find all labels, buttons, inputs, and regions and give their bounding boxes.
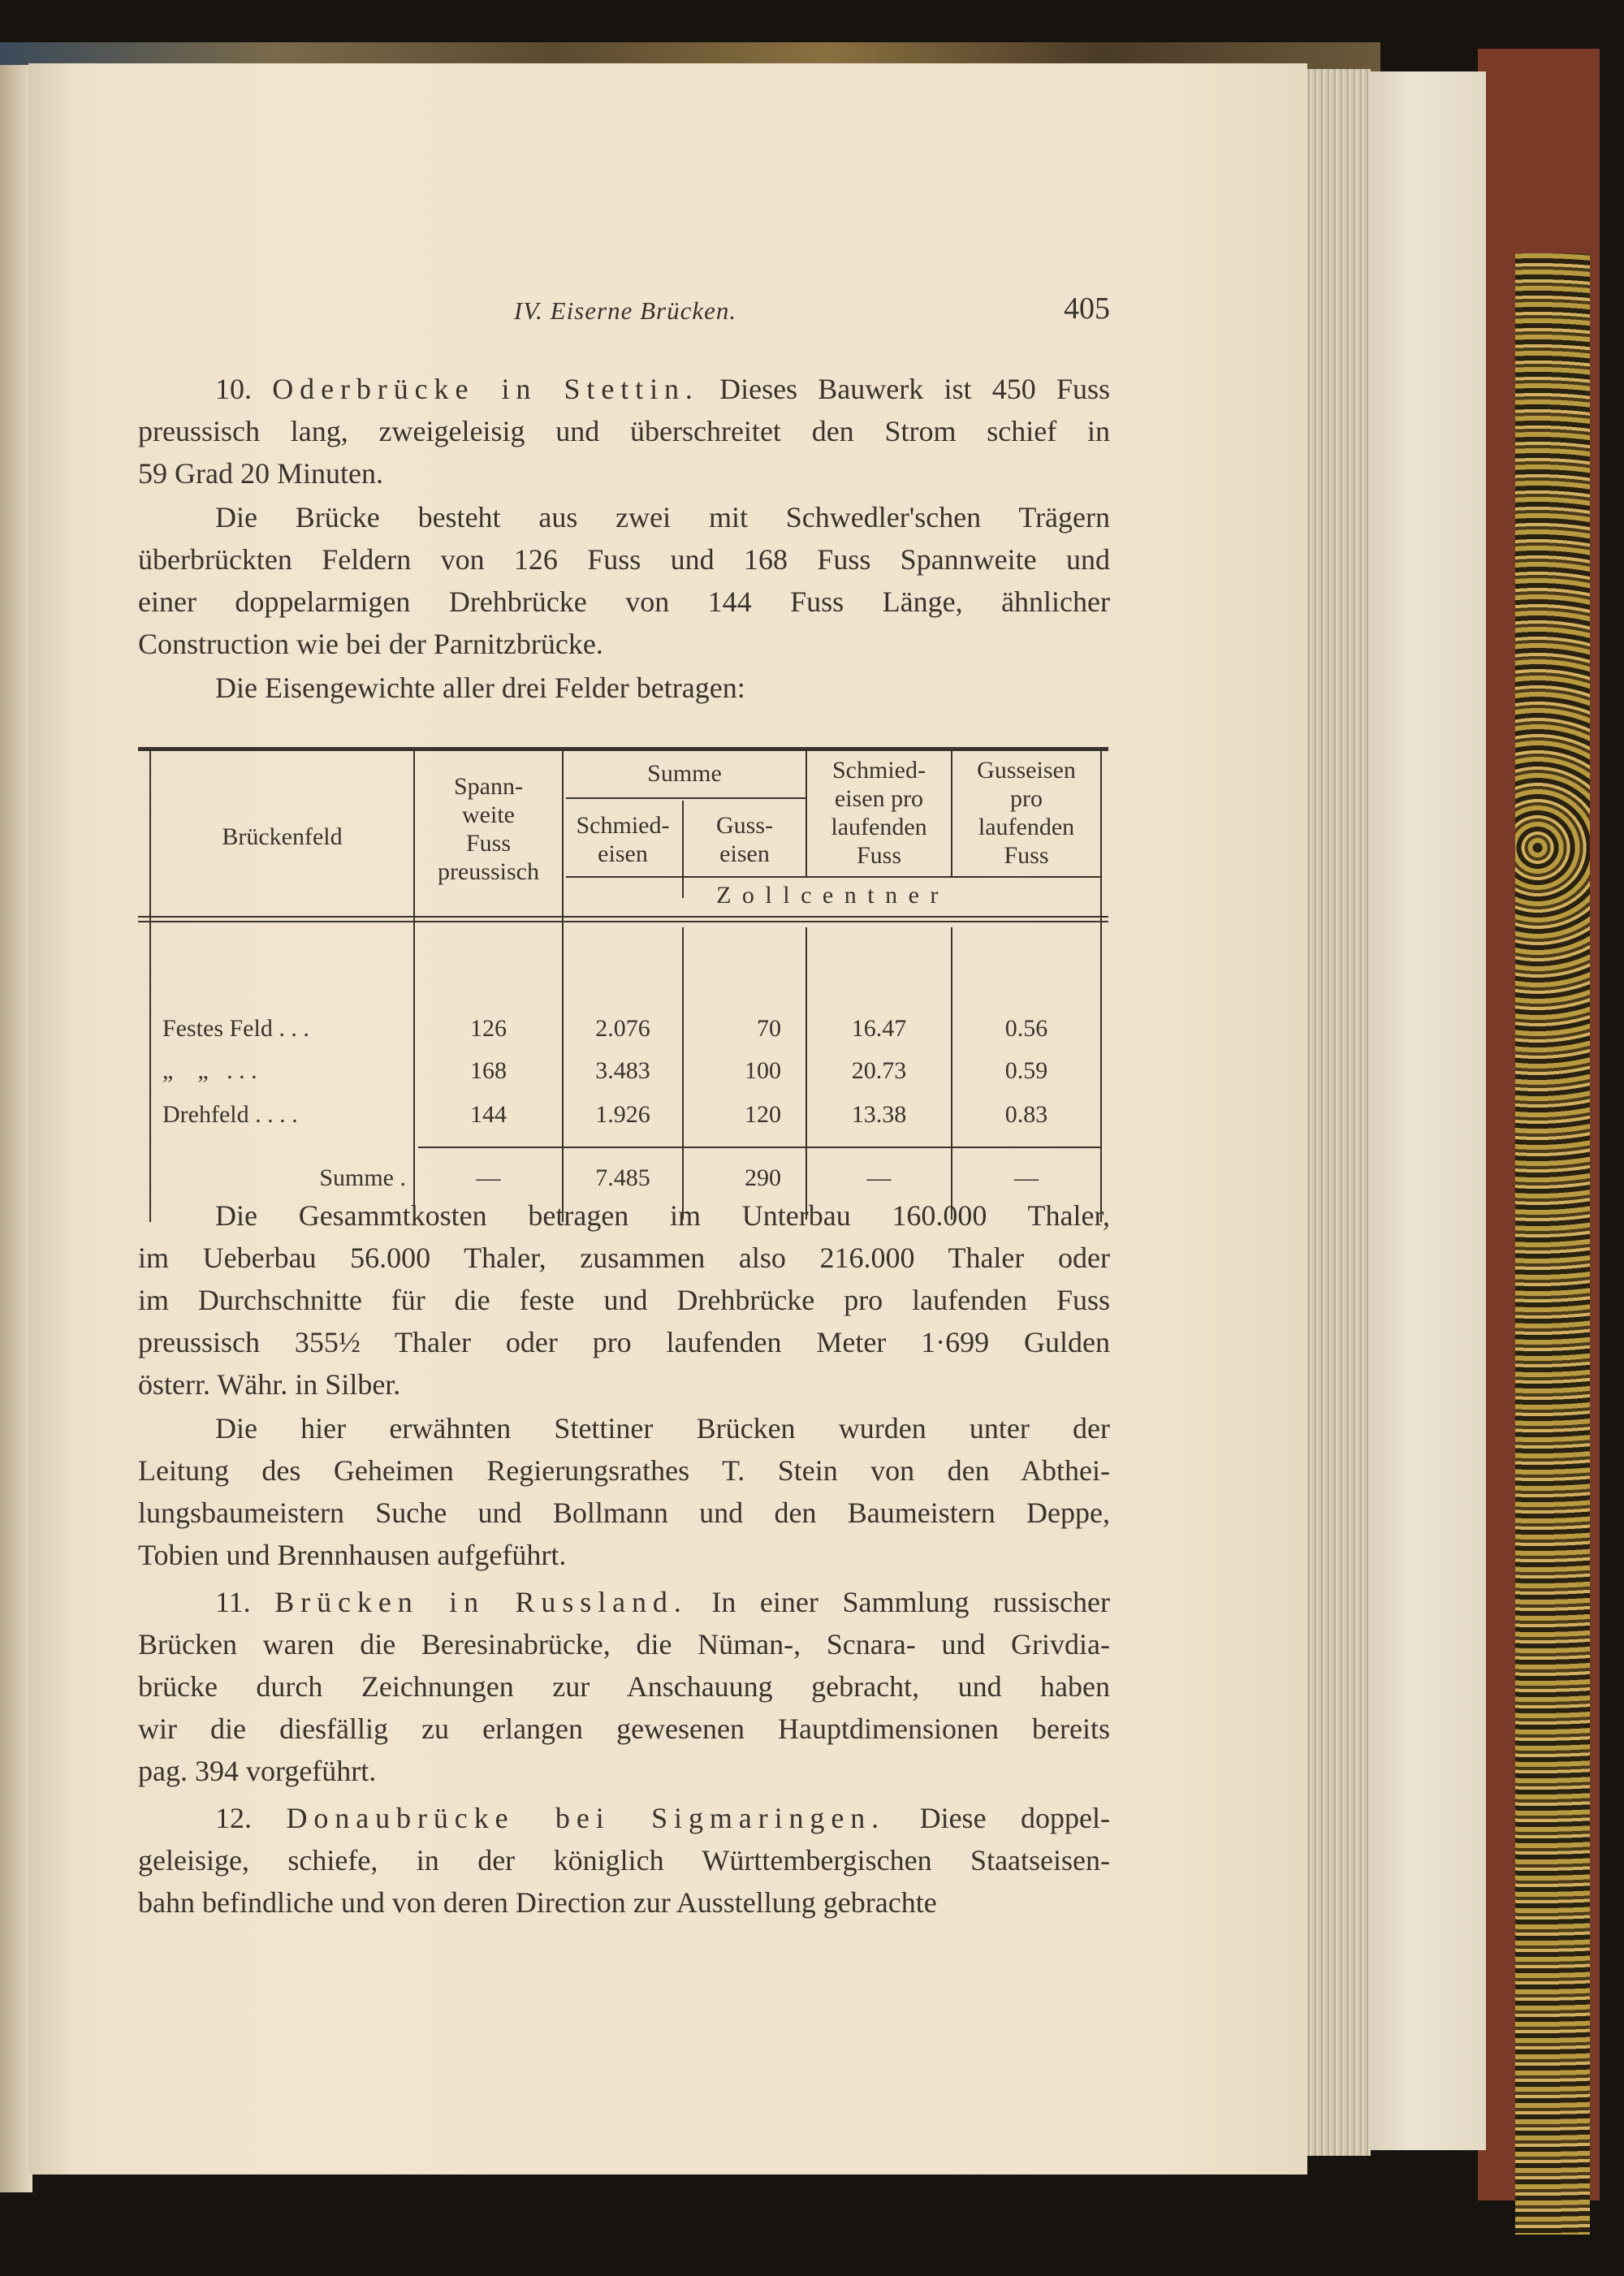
cell-gusseisen: 120: [745, 1101, 781, 1128]
row-label: Drehfeld . . . .: [162, 1101, 298, 1128]
text-line: preussisch lang, zweigeleisig und überschreitet den Strom schief in: [138, 415, 1110, 447]
text-line: brücke durch Zeichnungen zur Anschauung gebracht, und haben: [138, 1670, 1110, 1703]
header-spannweite: Fuss: [465, 830, 512, 857]
page-edges: [1306, 69, 1371, 2156]
cell-spannweite: 126: [470, 1015, 507, 1042]
table-rule: [566, 797, 806, 799]
running-head: [138, 291, 1110, 331]
cell-gusseisen-pro-fuss: —: [1014, 1164, 1039, 1191]
cell-schmiedeisen-pro-fuss: —: [866, 1164, 892, 1191]
header-spannweite: preussisch: [438, 858, 539, 885]
cell-spannweite: —: [476, 1164, 501, 1191]
row-label: Festes Feld . . .: [162, 1015, 309, 1042]
header-unit: Zollcentner: [716, 882, 949, 909]
cell-schmiedeisen-pro-fuss: 20.73: [851, 1057, 907, 1084]
book-page: [28, 63, 1307, 2175]
section-heading: Donaubrücke bei Sigmaringen.: [286, 1802, 886, 1834]
text-line: wir die diesfällig zu erlangen gewesenen Hauptdimensionen bereits: [138, 1712, 1110, 1745]
text-run: In einer Sammlung russischer: [687, 1586, 1110, 1618]
header-schmiedeisen: eisen: [598, 840, 648, 867]
table-rule: [951, 927, 952, 1220]
row-label: „ „ . . .: [162, 1057, 257, 1084]
table-rule: [562, 751, 564, 1222]
cell-schmiedeisen: 2.076: [595, 1015, 650, 1042]
text-run: 12.: [215, 1802, 287, 1834]
table-rule: [951, 751, 952, 878]
text-run: 11.: [215, 1586, 275, 1618]
flyleaf: [1364, 71, 1486, 2150]
cell-gusseisen: 290: [745, 1164, 781, 1191]
page-number: 405: [1064, 292, 1110, 326]
text-line: pag. 394 vorgeführt.: [138, 1755, 377, 1787]
table-rule: [413, 751, 415, 1222]
header-spannweite: Spann-: [454, 773, 523, 800]
text-line: geleisige, schiefe, in der königlich Württembergischen Staatseisen-: [138, 1844, 1110, 1877]
header-schmiedeisen: Schmied-: [576, 812, 670, 839]
text-line: lungsbaumeistern Suche und Bollmann und den Baumeistern Deppe,: [138, 1496, 1110, 1529]
marbled-edge: [1515, 253, 1590, 2235]
header-schmiedeisen-pro-fuss: eisen pro: [834, 785, 924, 812]
cell-gusseisen: 70: [757, 1015, 781, 1042]
text-block-top: [138, 368, 1110, 710]
text-line: Die hier erwähnten Stettiner Brücken wurden unter der: [215, 1412, 1110, 1445]
text-block-bottom: [138, 1194, 1110, 1925]
text-line: Construction wie bei der Parnitzbrücke.: [138, 628, 603, 660]
text-line: Tobien und Brennhausen aufgeführt.: [138, 1539, 567, 1571]
section-heading: Oderbrücke in Stettin.: [272, 373, 699, 405]
text-run: 10.: [215, 373, 273, 405]
text-line: im Ueberbau 56.000 Thaler, zusammen also 216.000 Thaler oder: [138, 1242, 1110, 1274]
cell-schmiedeisen: 7.485: [595, 1164, 650, 1191]
table-top-rule: [138, 747, 1108, 751]
text-line: [138, 1581, 1110, 1623]
paragraph: [138, 368, 1110, 495]
cell-schmiedeisen: 3.483: [595, 1057, 650, 1084]
text-line: Die Brücke besteht aus zwei mit Schwedler'schen Trägern: [215, 501, 1110, 533]
header-schmiedeisen-pro-fuss: laufenden: [831, 814, 927, 840]
header-gusseisen-pro-fuss: Fuss: [1004, 842, 1049, 869]
header-gusseisen-pro-fuss: pro: [1010, 785, 1043, 812]
header-gusseisen: Guss-: [715, 812, 773, 839]
text-line: überbrückten Feldern von 126 Fuss und 168 Fuss Spannweite und: [138, 543, 1110, 576]
section-heading: Brücken in Russland.: [274, 1586, 688, 1618]
text-line: Leitung des Geheimen Regierungsrathes T. Stein von den Abthei-: [138, 1454, 1110, 1487]
text-line: Die Gesammtkosten betragen im Unterbau 160.000 Thaler,: [215, 1199, 1110, 1232]
total-label: Summe .: [319, 1164, 406, 1191]
cell-spannweite: 168: [470, 1057, 507, 1084]
text-line: preussisch 355½ Thaler oder pro laufenden Meter 1·699 Gulden: [138, 1326, 1110, 1358]
text-line: Die Eisengewichte aller drei Felder betragen:: [215, 672, 745, 704]
header-schmiedeisen-pro-fuss: Fuss: [856, 842, 902, 869]
header-gusseisen-pro-fuss: laufenden: [978, 814, 1075, 840]
cell-gusseisen-pro-fuss: 0.59: [1004, 1057, 1048, 1084]
table-rule: [566, 876, 1102, 878]
header-gusseisen: eisen: [719, 840, 770, 867]
header-spannweite: weite: [462, 801, 515, 828]
text-run: Diese doppel-: [885, 1802, 1110, 1834]
header-schmiedeisen-pro-fuss: Schmied-: [832, 757, 926, 784]
text-line: einer doppelarmigen Drehbrücke von 144 Fuss Länge, ähnlicher: [138, 585, 1110, 618]
text-line: österr. Währ. in Silber.: [138, 1368, 401, 1401]
header-brueckenfeld: Brückenfeld: [222, 823, 343, 850]
paragraph: [138, 1194, 1110, 1406]
table-rule: [1100, 751, 1102, 1222]
paragraph: [138, 667, 1110, 709]
table-rule: [138, 916, 1108, 918]
paragraph: [138, 1407, 1110, 1576]
table-rule: [418, 1147, 1102, 1148]
text-line: Brücken waren die Beresinabrücke, die Nüman-, Scnara- und Grivdia-: [138, 1628, 1110, 1661]
text-line: [138, 368, 1110, 410]
cell-schmiedeisen: 1.926: [595, 1101, 650, 1128]
paragraph: [138, 1797, 1110, 1924]
cell-schmiedeisen-pro-fuss: 13.38: [851, 1101, 907, 1128]
paragraph: [138, 1581, 1110, 1792]
cell-gusseisen: 100: [745, 1057, 781, 1084]
text-line: bahn befindliche und von deren Direction zur Ausstellung gebrachte: [138, 1886, 937, 1919]
table-rule: [806, 751, 807, 878]
text-run: Dieses Bauwerk ist 450 Fuss: [698, 373, 1110, 405]
cell-spannweite: 144: [470, 1101, 507, 1128]
text-line: 59 Grad 20 Minuten.: [138, 457, 383, 490]
cell-schmiedeisen-pro-fuss: 16.47: [851, 1015, 907, 1042]
text-line: im Durchschnitte für die feste und Drehbrücke pro laufenden Fuss: [138, 1284, 1110, 1316]
table-rule: [149, 751, 151, 1222]
table-rule: [138, 921, 1108, 922]
header-summe: Summe: [647, 760, 722, 787]
table-rule: [682, 927, 684, 1220]
left-page-edge: [0, 65, 32, 2192]
text-line: [138, 1797, 1110, 1839]
cell-gusseisen-pro-fuss: 0.56: [1004, 1015, 1048, 1042]
header-gusseisen-pro-fuss: Gusseisen: [977, 757, 1076, 784]
weights-table: [138, 747, 1108, 1226]
chapter-title: IV. Eiserne Brücken.: [513, 296, 737, 325]
paragraph: [138, 496, 1110, 665]
cell-gusseisen-pro-fuss: 0.83: [1004, 1101, 1048, 1128]
table-rule: [806, 927, 807, 1220]
